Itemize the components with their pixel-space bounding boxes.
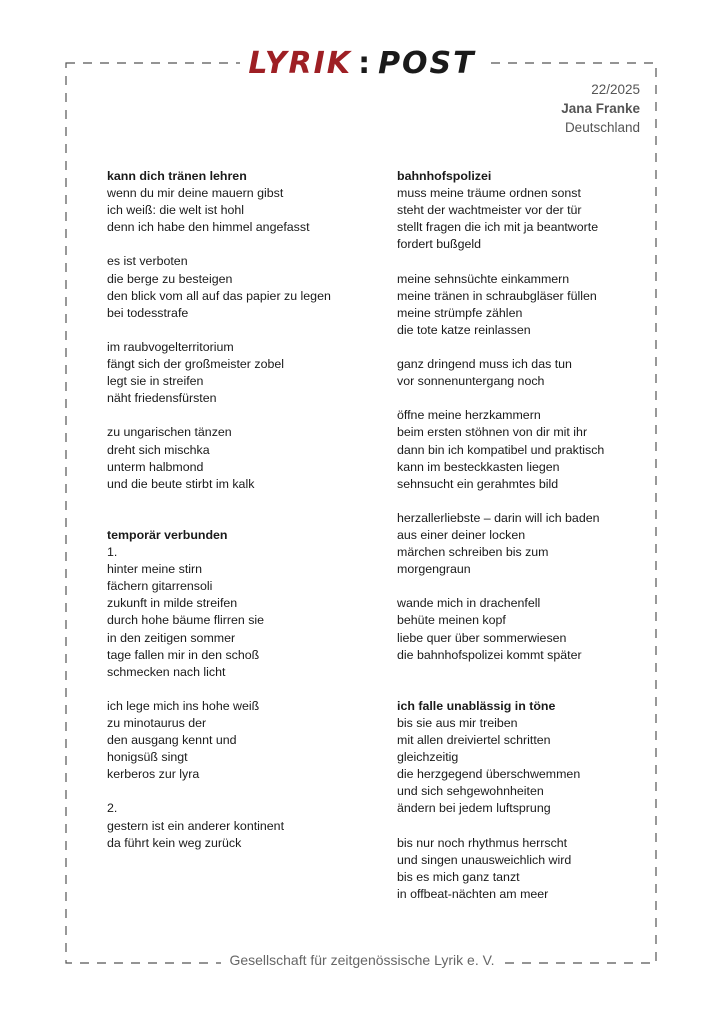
poem-line: meine sehnsüchte einkammern	[397, 271, 570, 286]
stanza-gap	[107, 783, 377, 800]
footer	[0, 952, 724, 970]
stanza-gap	[107, 322, 377, 339]
poem-line: muss meine träume ordnen sonst	[397, 186, 581, 201]
poem-line: bis es mich ganz tanzt	[397, 869, 520, 884]
poem-line: die berge zu besteigen	[107, 271, 233, 286]
poem-line: kann im besteckkasten liegen	[397, 459, 560, 474]
stanza-gap	[107, 681, 377, 698]
poem-title: bahnhofspolizei	[397, 169, 492, 183]
issue-meta	[561, 80, 640, 137]
poem-line: märchen schreiben bis zum	[397, 545, 549, 560]
poem-line: fächern gitarrensoli	[107, 579, 213, 594]
poem-line: bis nur noch rhythmus herrscht	[397, 835, 568, 850]
poem-line: und sich sehgewohnheiten	[397, 784, 544, 799]
poem-title: temporär verbunden	[107, 527, 228, 542]
poem-line: wenn du mir deine mauern gibst	[107, 186, 284, 201]
poem-line: meine strümpfe zählen	[397, 305, 523, 320]
poem-line: zu minotaurus der	[107, 716, 207, 730]
poem-title: ich falle unablässig in töne	[397, 698, 556, 713]
poem-line: in den zeitigen sommer	[107, 630, 236, 645]
stanza-gap	[397, 253, 647, 270]
logo-lyrik: LYRIK	[248, 46, 353, 81]
poem-line: die tote katze reinlassen	[397, 322, 531, 337]
poem-line: schmecken nach licht	[107, 664, 226, 679]
poem-line: den blick vom all auf das papier zu legen	[107, 288, 331, 303]
poem-line: ändern bei jedem luftsprung	[397, 801, 551, 816]
poem-line: mit allen dreiviertel schritten	[397, 733, 551, 748]
stanza-gap	[397, 390, 647, 407]
poem-line: es ist verboten	[107, 254, 188, 269]
poem-line: steht der wachtmeister vor der tür	[397, 203, 582, 218]
poem-line: dann bin ich kompatibel und praktisch	[397, 442, 605, 457]
poem-line: liebe quer über sommerwiesen	[397, 630, 567, 645]
poem-line: durch hohe bäume flirren sie	[107, 613, 265, 628]
stanza-gap	[397, 818, 647, 835]
issue-number: 22/2025	[591, 82, 640, 97]
poem-line: unterm halbmond	[107, 459, 204, 474]
poem-line: aus einer deiner locken	[397, 527, 526, 542]
stanza-gap	[397, 578, 647, 595]
poem-line: meine tränen in schraubgläser füllen	[397, 288, 597, 303]
poem-line: sehnsucht ein gerahmtes bild	[397, 476, 559, 491]
poem-line: ich weiß: die welt ist hohl	[107, 203, 245, 218]
right-column	[397, 168, 647, 903]
poem-line: ich lege mich ins hohe weiß	[107, 698, 260, 713]
poem-line: morgengraun	[397, 562, 471, 577]
stanza-gap	[397, 339, 647, 356]
poem-line: kerberos zur lyra	[107, 767, 200, 782]
poem-line: da führt kein weg zurück	[107, 835, 242, 850]
poem-line: dreht sich mischka	[107, 442, 210, 457]
poem-line: zukunft in milde streifen	[107, 596, 238, 611]
poem-line: gestern ist ein anderer kontinent	[107, 818, 285, 833]
poem-line: 1.	[107, 545, 118, 560]
poem-line: behüte meinen kopf	[397, 613, 506, 628]
poem-line: fordert bußgeld	[397, 237, 482, 252]
poem-line: näht friedensfürsten	[107, 391, 217, 406]
poem-line: fängt sich der großmeister zobel	[107, 357, 284, 372]
poem-line: die bahnhofspolizei kommt später	[397, 647, 582, 662]
poem-line: herzallerliebste – darin will ich baden	[397, 510, 600, 525]
stanza-gap	[107, 236, 377, 253]
poem-line: ganz dringend muss ich das tun	[397, 357, 572, 372]
left-column	[107, 168, 377, 852]
poem-line: beim ersten stöhnen von dir mit ihr	[397, 425, 588, 440]
poem-line: bei todesstrafe	[107, 305, 189, 320]
poem-line: und singen unausweichlich wird	[397, 852, 572, 867]
poem-line: vor sonnenuntergang noch	[397, 374, 545, 389]
stanza-gap	[397, 664, 647, 698]
logo-separator: :	[358, 46, 373, 81]
poem-line: hinter meine stirn	[107, 562, 203, 577]
poem-line: tage fallen mir in den schoß	[107, 647, 260, 662]
poem-line: 2.	[107, 801, 118, 816]
poem-line: die herzgegend überschwemmen	[397, 767, 581, 782]
stanza-gap	[107, 493, 377, 527]
author-name: Jana Franke	[561, 101, 640, 116]
stanza-gap	[107, 407, 377, 424]
poem-line: denn ich habe den himmel angefasst	[107, 220, 310, 235]
poem-title: kann dich tränen lehren	[107, 169, 247, 183]
poem-line: den ausgang kennt und	[107, 733, 237, 748]
poem-line: in offbeat-nächten am meer	[397, 886, 549, 901]
poem-line: wande mich in drachenfell	[397, 596, 541, 611]
stanza-gap	[397, 493, 647, 510]
author-country: Deutschland	[564, 120, 640, 135]
poem-line: zu ungarischen tänzen	[107, 425, 232, 440]
poem-line: im raubvogelterritorium	[107, 339, 234, 354]
logo-post: POST	[378, 46, 476, 81]
poem-line: honigsüß singt	[107, 750, 188, 765]
poem-line: stellt fragen die ich mit ja beantworte	[397, 220, 599, 235]
poem-line: bis sie aus mir treiben	[397, 716, 518, 730]
poem-line: legt sie in streifen	[107, 374, 204, 389]
poem-line: und die beute stirbt im kalk	[107, 476, 255, 491]
poem-line: öffne meine herzkammern	[397, 408, 541, 423]
poem-line: gleichzeitig	[397, 750, 459, 765]
footer-text: Gesellschaft für zeitgenössische Lyrik e. V.	[221, 952, 502, 968]
